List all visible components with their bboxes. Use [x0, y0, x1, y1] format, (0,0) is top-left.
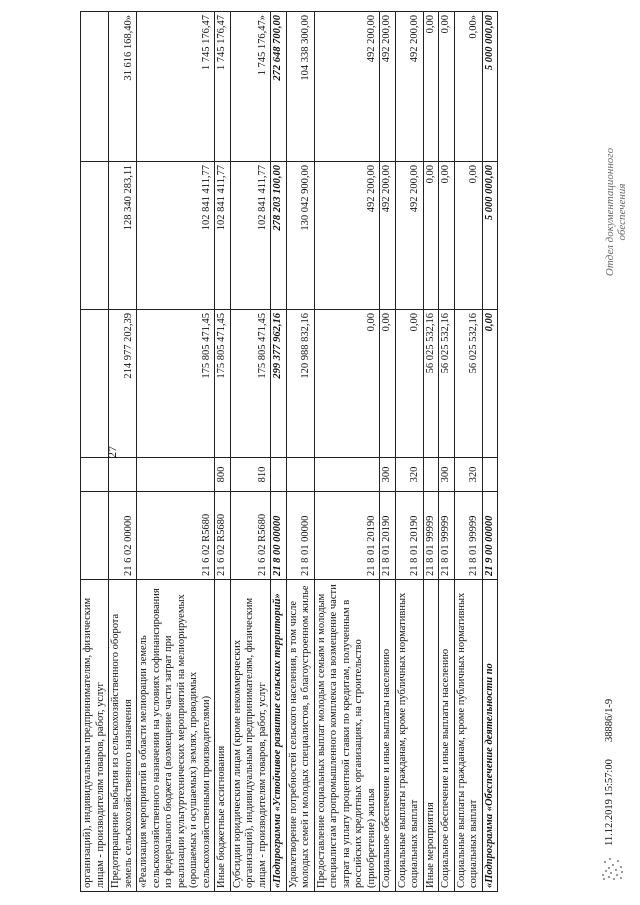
table-row [215, 12, 231, 892]
row-name: Удовлетворение потребностей сельского населения, в том числе молодых семей и молодых специалистов, в благоустроенном жилье [286, 580, 314, 892]
row-value-1: 56 025 532,16 [454, 310, 482, 458]
row-value-2: 492 200,00 [395, 162, 423, 310]
row-code: 21 8 01 99999 [454, 492, 482, 580]
row-value-3 [81, 12, 109, 162]
row-value-1 [81, 310, 109, 458]
footer [600, 12, 640, 892]
table-row [423, 12, 439, 892]
row-value-3: 272 648 700,00 [271, 12, 287, 162]
table-row [439, 12, 455, 892]
row-value-1: 0,00 [482, 310, 498, 458]
row-value-2: 5 000 000,00 [482, 162, 498, 310]
row-value-1: 0,00 [395, 310, 423, 458]
table-row [482, 12, 498, 892]
row-value-1: 0,00 [314, 310, 380, 458]
row-vr [482, 458, 498, 492]
row-code: 21 8 01 20190 [314, 492, 380, 580]
row-vr [286, 458, 314, 492]
footer-doc-number: 38886/1-9 [604, 698, 615, 742]
row-vr [314, 458, 380, 492]
electronic-stamp-icon [600, 856, 626, 882]
row-code: 21 8 01 99999 [439, 492, 455, 580]
row-code: 21 9 00 00000 [482, 492, 498, 580]
rotated-content [80, 12, 580, 892]
row-value-2: 128 340 283,11 [109, 162, 137, 310]
row-vr: 300 [380, 458, 396, 492]
row-code: 21 8 01 00000 [286, 492, 314, 580]
row-value-3: 104 338 300,00 [286, 12, 314, 162]
row-value-2: 102 841 411,77 [215, 162, 231, 310]
row-value-1: 175 805 471,45 [230, 310, 271, 458]
row-value-2: 492 200,00 [314, 162, 380, 310]
row-value-3: 0,00» [454, 12, 482, 162]
row-vr [81, 458, 109, 492]
row-name: Иные бюджетные ассигнования [215, 580, 231, 892]
table-body [81, 12, 498, 892]
row-value-1: 56 025 532,16 [423, 310, 439, 458]
row-value-3: 0,00 [423, 12, 439, 162]
row-vr: 320 [395, 458, 423, 492]
row-value-3: 1 745 176,47» [230, 12, 271, 162]
row-value-3: 492 200,00 [380, 12, 396, 162]
table-row [109, 12, 137, 892]
row-name: Предотвращение выбытия из сельскохозяйственного оборота земель сельскохозяйственного назначения [109, 580, 137, 892]
row-code: 21 6 02 R5680 [230, 492, 271, 580]
table-row [137, 12, 215, 892]
row-name: «Реализация мероприятий в области мелиорации земель сельскохозяйственного назначения на условиях софинансирования из федерального бюджета (возмещение части затрат при реализации культуртехнических мероприятий на мелиорируемых (орошаемых и осушаемых) землях, проводимых сельскохозяйственными производителями) [137, 580, 215, 892]
row-vr [423, 458, 439, 492]
row-name: Социальные выплаты гражданам, кроме публичных нормативных социальных выплат [454, 580, 482, 892]
row-value-3: 5 000 000,00 [482, 12, 498, 162]
row-value-2: 0,00 [439, 162, 455, 310]
row-value-3: 0,00 [439, 12, 455, 162]
row-value-2: 102 841 411,77 [137, 162, 215, 310]
row-code: 21 8 01 20190 [395, 492, 423, 580]
row-vr [271, 458, 287, 492]
row-value-1: 175 805 471,45 [137, 310, 215, 458]
row-value-2: 0,00 [423, 162, 439, 310]
row-value-2: 130 042 900,00 [286, 162, 314, 310]
row-value-1: 0,00 [380, 310, 396, 458]
table-row [230, 12, 271, 892]
row-code: 21 6 02 R5680 [137, 492, 215, 580]
table-row [286, 12, 314, 892]
row-value-2: 0,00 [454, 162, 482, 310]
row-value-1: 56 025 532,16 [439, 310, 455, 458]
row-vr [109, 458, 137, 492]
row-value-2: 278 203 100,00 [271, 162, 287, 310]
page-number: 27 [105, 446, 119, 458]
row-code: 21 6 02 R5680 [215, 492, 231, 580]
row-name: Социальное обеспечение и иные выплаты населению [439, 580, 455, 892]
table-row [314, 12, 380, 892]
row-name: Социальное обеспечение и иные выплаты населению [380, 580, 396, 892]
footer-department: Отдел документационного обеспечения [604, 147, 628, 277]
row-value-2: 492 200,00 [380, 162, 396, 310]
row-name: «Подпрограмма «Устойчивое развитие сельских территорий» [271, 580, 287, 892]
row-code [81, 492, 109, 580]
row-value-1: 299 377 962,16 [271, 310, 287, 458]
row-value-3: 492 200,00 [314, 12, 380, 162]
row-value-1: 120 988 832,16 [286, 310, 314, 458]
row-value-1: 175 805 471,45 [215, 310, 231, 458]
row-name: Иные мероприятия [423, 580, 439, 892]
table-row [380, 12, 396, 892]
row-value-1: 214 977 202,39 [109, 310, 137, 458]
footer-timestamp: 11.12.2019 15:57:00 [604, 759, 615, 846]
budget-table [80, 11, 498, 892]
table-row [81, 12, 109, 892]
row-name: Предоставление социальных выплат молодым семьям и молодым специалистам агропромышленного комплекса на возмещение части затрат на уплату процентной ставки по кредитам, полученным в российских кредитных организациях, на строительство (приобретение) жилья [314, 580, 380, 892]
row-name: «Подпрограмма «Обеспечение деятельности по [482, 580, 498, 892]
row-value-2 [81, 162, 109, 310]
row-vr: 800 [215, 458, 231, 492]
row-code: 21 8 00 00000 [271, 492, 287, 580]
row-name: Субсидии юридическим лицам (кроме некоммерческих организаций), индивидуальным предпринимателям, физическим лицам - производителям товаров, работ, услуг [230, 580, 271, 892]
row-code: 21 8 01 99999 [423, 492, 439, 580]
row-name: организаций), индивидуальным предпринимателям, физическим лицам - производителям товаров, работ, услуг [81, 580, 109, 892]
row-code: 21 8 01 20190 [380, 492, 396, 580]
row-value-2: 102 841 411,77 [230, 162, 271, 310]
row-vr: 300 [439, 458, 455, 492]
row-vr: 320 [454, 458, 482, 492]
row-value-3: 31 616 168,40» [109, 12, 137, 162]
row-name: Социальные выплаты гражданам, кроме публичных нормативных социальных выплат [395, 580, 423, 892]
row-vr: 810 [230, 458, 271, 492]
row-vr [137, 458, 215, 492]
row-value-3: 1 745 176,47 [215, 12, 231, 162]
row-code: 21 6 02 00000 [109, 492, 137, 580]
table-row [395, 12, 423, 892]
row-value-3: 1 745 176,47 [137, 12, 215, 162]
table-row [271, 12, 287, 892]
table-row [454, 12, 482, 892]
row-value-3: 492 200,00 [395, 12, 423, 162]
